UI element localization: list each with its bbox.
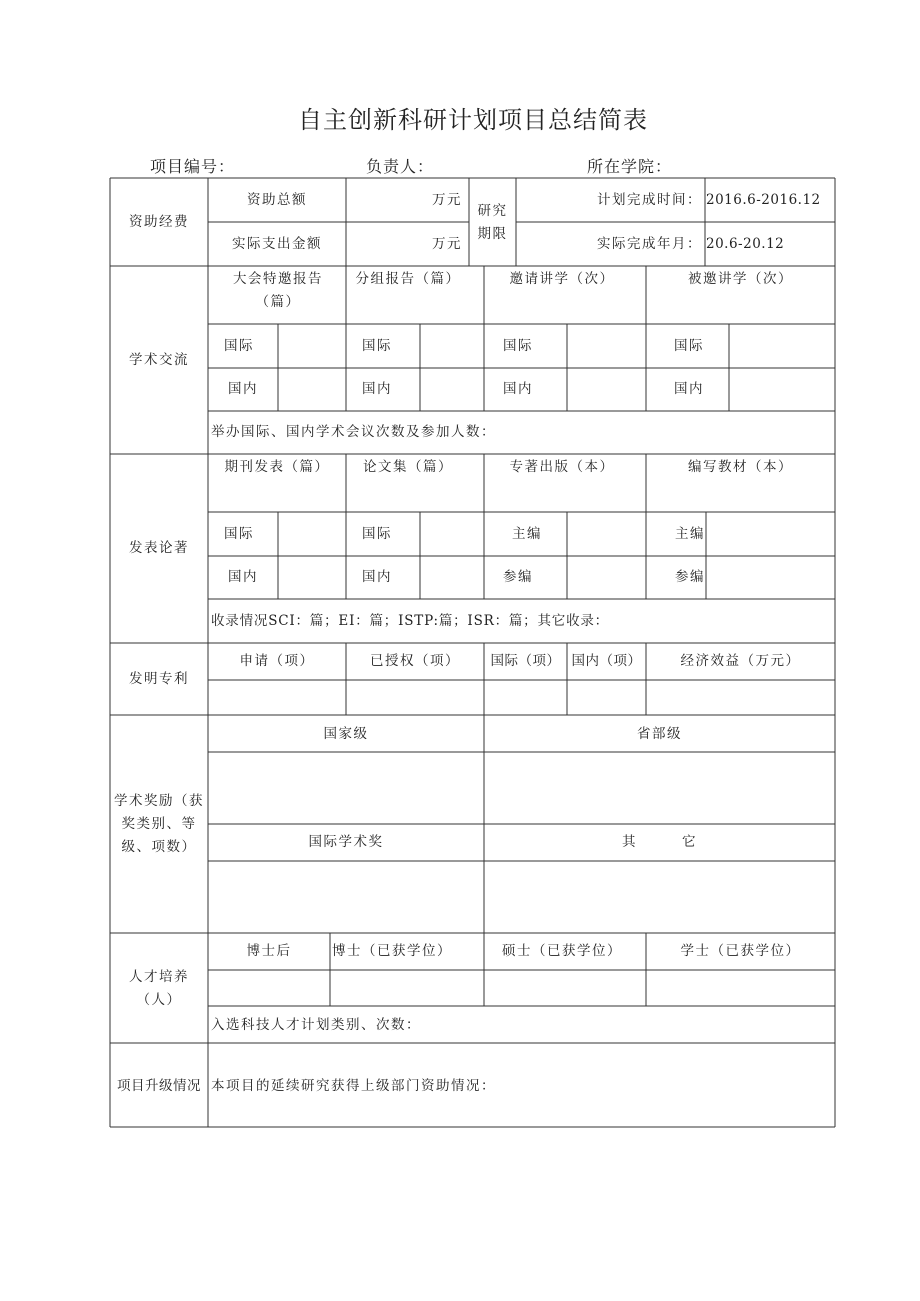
patents-label: 发明专利 xyxy=(129,671,189,687)
economic-benefit-header: 经济效益（万元） xyxy=(680,653,801,669)
indexing-status-label: 收录情况SCI：篇；EI：篇；ISTP:篇；ISR：篇；其它收录： xyxy=(211,613,609,629)
academic-dom-4: 国内 xyxy=(674,381,704,397)
bachelor-header: 学士（已获学位） xyxy=(680,943,801,959)
academic-intl-2: 国际 xyxy=(362,338,392,354)
actual-completion-value: 20.6-20.12 xyxy=(706,236,785,252)
phd-header: 博士（已获学位） xyxy=(332,943,452,959)
pub-dom-1: 国内 xyxy=(228,569,258,585)
academic-dom-1: 国内 xyxy=(228,381,258,397)
invited-lecture-header: 邀请讲学（次） xyxy=(509,271,615,287)
planned-completion-label: 计划完成时间： xyxy=(597,192,702,208)
patent-granted-header: 已授权（项） xyxy=(370,653,460,669)
invited-to-lecture-header: 被邀讲学（次） xyxy=(688,271,793,287)
actual-expense-unit: 万元 xyxy=(432,236,462,252)
pub-intl-2: 国际 xyxy=(362,526,392,542)
actual-expense-label: 实际支出金额 xyxy=(232,236,322,252)
talent-training-label: 人才培养（人） xyxy=(129,969,189,1008)
talent-plan-label: 入选科技人才计划类别、次数： xyxy=(211,1017,421,1033)
pub-intl-1: 国际 xyxy=(224,526,254,542)
college-label: 所在学院： xyxy=(587,157,673,176)
master-header: 硕士（已获学位） xyxy=(502,943,622,959)
other-award-header: 其 它 xyxy=(622,834,697,850)
actual-completion-label: 实际完成年月： xyxy=(597,236,702,252)
document-title: 自主创新科研计划项目总结简表 xyxy=(298,106,648,134)
academic-intl-1: 国际 xyxy=(224,338,254,354)
conference-hosting-label: 举办国际、国内学术会议次数及参加人数： xyxy=(211,424,496,440)
monograph-header: 专著出版（本） xyxy=(509,459,615,475)
textbook-header: 编写教材（本） xyxy=(688,459,793,475)
project-number-label: 项目编号： xyxy=(150,157,236,176)
project-upgrade-label: 项目升级情况 xyxy=(117,1078,201,1094)
publications-label: 发表论著 xyxy=(129,540,189,556)
pub-coeditor-2: 参编 xyxy=(675,569,705,585)
provincial-award-header: 省部级 xyxy=(637,726,682,742)
academic-dom-2: 国内 xyxy=(362,381,392,397)
awards-label: 学术奖励（获奖类别、等级、项数） xyxy=(114,793,204,855)
pub-dom-2: 国内 xyxy=(362,569,392,585)
proceedings-header: 论文集（篇） xyxy=(363,459,453,475)
keynote-report-header: 大会特邀报告（篇） xyxy=(233,271,323,310)
academic-dom-3: 国内 xyxy=(503,381,533,397)
patent-intl-header: 国际（项） xyxy=(490,653,561,669)
patent-dom-header: 国内（项） xyxy=(571,653,642,669)
patent-applied-header: 申请（项） xyxy=(239,653,315,669)
total-funding-unit: 万元 xyxy=(432,192,462,208)
pub-coeditor-1: 参编 xyxy=(503,569,533,585)
national-award-header: 国家级 xyxy=(323,726,369,742)
journal-header: 期刊发表（篇） xyxy=(224,459,330,475)
funding-label: 资助经费 xyxy=(129,214,189,230)
research-period-label: 研究 期限 xyxy=(477,203,508,242)
pub-editor-2: 主编 xyxy=(675,526,705,542)
academic-intl-3: 国际 xyxy=(503,338,533,354)
intl-award-header: 国际学术奖 xyxy=(308,834,384,850)
pub-editor-1: 主编 xyxy=(512,526,542,542)
academic-intl-4: 国际 xyxy=(674,338,704,354)
group-report-header: 分组报告（篇） xyxy=(355,271,461,287)
project-leader-label: 负责人： xyxy=(366,157,435,176)
academic-exchange-label: 学术交流 xyxy=(129,352,189,368)
upgrade-funding-label: 本项目的延续研究获得上级部门资助情况： xyxy=(211,1078,496,1094)
total-funding-label: 资助总额 xyxy=(247,192,307,208)
postdoc-header: 博士后 xyxy=(246,943,292,959)
planned-completion-value: 2016.6-2016.12 xyxy=(706,192,821,208)
